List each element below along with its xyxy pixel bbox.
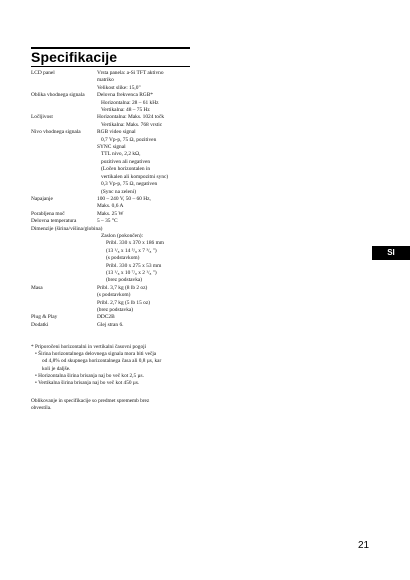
spec-row	[31, 314, 201, 321]
spec-row	[31, 92, 201, 114]
spec-row	[31, 218, 201, 225]
spec-value: Velikost slike: 15,0"	[97, 84, 141, 91]
spec-label: Dodatki	[31, 321, 49, 328]
spec-value: Glej stran 6.	[97, 321, 124, 328]
spec-label	[31, 233, 97, 285]
notice-line: obvestila.	[31, 405, 52, 412]
spec-value: (s podstavkom)	[106, 255, 140, 262]
spec-value: 5 – 35 °C	[97, 218, 118, 225]
spec-row	[31, 129, 201, 196]
spec-value: DDC2B	[97, 314, 115, 321]
spec-value: vertikalen ali kompozitni sync)	[101, 173, 169, 180]
spec-label: Napajanje	[31, 195, 53, 202]
spec-values	[97, 114, 201, 129]
spec-row	[31, 322, 201, 329]
spec-value: Pribl. 330 x 275 x 53 mm	[106, 262, 162, 269]
spec-values	[97, 322, 201, 329]
spec-values	[97, 314, 201, 321]
spec-value: Zaslon (pokončen):	[101, 232, 144, 239]
spec-row	[31, 70, 201, 92]
spec-value: (13 ¹/₈ x 10 ⁷/₈ x 2 ¹/₈ ")	[106, 269, 157, 276]
spec-row	[31, 233, 201, 285]
spec-values	[97, 233, 201, 285]
spec-values	[97, 92, 201, 114]
spec-value: Vrsta panela: a-Si TFT aktivno	[97, 70, 164, 76]
footnote-line: * Priporočeni horizontalni in vertikalni časovni pogoji	[31, 344, 147, 350]
spec-label: Masa	[31, 284, 43, 291]
spec-value: (Ločen horizontalen in	[101, 166, 151, 173]
spec-value: (s podstavkom)	[97, 292, 131, 299]
spec-value: Delovna frekvenca RGB*	[97, 92, 153, 99]
spec-value: Vertikalna: 48 – 75 Hz	[101, 107, 150, 114]
spec-values	[97, 70, 201, 92]
spec-row	[31, 114, 201, 129]
spec-value: Horizontalna: 28 – 61 kHz	[101, 99, 159, 106]
spec-label: Plug & Play	[31, 314, 58, 321]
footnote-line: • Vertikalna širina brisanja naj bo več kot 450 µs.	[35, 380, 140, 387]
page-title: Specifikacije	[31, 49, 118, 65]
footnotes	[31, 344, 203, 387]
design-change-notice	[31, 398, 203, 412]
spec-values	[97, 218, 201, 225]
spec-label: Porabljena moč	[31, 210, 65, 217]
spec-value: 0,7 Vp-p, 75 Ω, pozitiven	[101, 136, 157, 143]
page-number: 21	[358, 540, 370, 551]
footnote-line: koli je daljše.	[42, 365, 71, 372]
spec-values	[97, 196, 201, 211]
spec-label: Delovna temperatura	[31, 218, 77, 225]
spec-label: Oblika vhodnega signala	[31, 92, 85, 99]
spec-value: Maks. 25 W	[97, 210, 124, 217]
spec-value: 100 – 240 V, 50 – 60 Hz,	[97, 195, 151, 202]
spec-value: Pribl. 330 x 370 x 186 mm	[106, 240, 164, 247]
footnote-line: od 4,8% od skupnega horizontalnega časa ali 0,8 µs, kar	[42, 358, 162, 365]
spec-values	[97, 129, 201, 196]
spec-value: Vertikalna: Maks. 768 vrstic	[101, 121, 163, 128]
spec-values	[116, 226, 201, 233]
spec-value: SYNC signal	[97, 144, 126, 151]
spec-row	[31, 285, 201, 315]
spec-values	[97, 285, 201, 315]
spec-value: (brez podstavka)	[106, 277, 143, 284]
footnote-line: • Širina horizontalnega delovnega signala mora biti večja	[35, 351, 157, 358]
spec-value: Pribl. 3,7 kg (8 lb 2 oz)	[97, 284, 148, 291]
specifications-table	[31, 70, 201, 329]
spec-value: TTL nivo, 2,2 kΩ,	[101, 151, 141, 158]
language-tab: SI	[372, 246, 410, 260]
spec-values	[97, 211, 201, 218]
spec-value: 0,3 Vp-p, 75 Ω, negativen	[101, 181, 158, 188]
heading-rule-bottom	[31, 66, 190, 67]
spec-row	[31, 211, 201, 218]
spec-label: Nivo vhodnega signala	[31, 129, 81, 136]
spec-label: Ločljivost	[31, 114, 53, 121]
spec-value: (13 ¹/₈ x 14 ⁵/₈ x 7 ³/₈ ")	[106, 247, 157, 254]
notice-line: Oblikovanje in specifikacije so predmet sprememb brez	[31, 398, 150, 404]
spec-value: RGB video signal	[97, 129, 136, 136]
spec-row	[31, 196, 201, 211]
spec-value: (Sync na zeleni)	[101, 188, 137, 195]
spec-label: Dimenzije (širina/višina/globina)	[31, 225, 103, 232]
spec-value: Maks. 0,6 A	[97, 203, 124, 210]
spec-value: Horizontalna: Maks. 1024 točk	[97, 114, 165, 121]
spec-value: pozitiven ali negativen	[101, 158, 151, 165]
spec-row	[31, 226, 201, 233]
footnote-line: • Horizontalna širina brisanja naj bo več kot 2,5 µs.	[35, 372, 144, 379]
spec-value: Pribl. 2,7 kg (5 lb 15 oz)	[97, 299, 151, 306]
spec-value: matriko	[97, 77, 114, 84]
spec-value: (brez podstavka)	[97, 307, 134, 313]
spec-label: LCD panel	[31, 70, 55, 76]
